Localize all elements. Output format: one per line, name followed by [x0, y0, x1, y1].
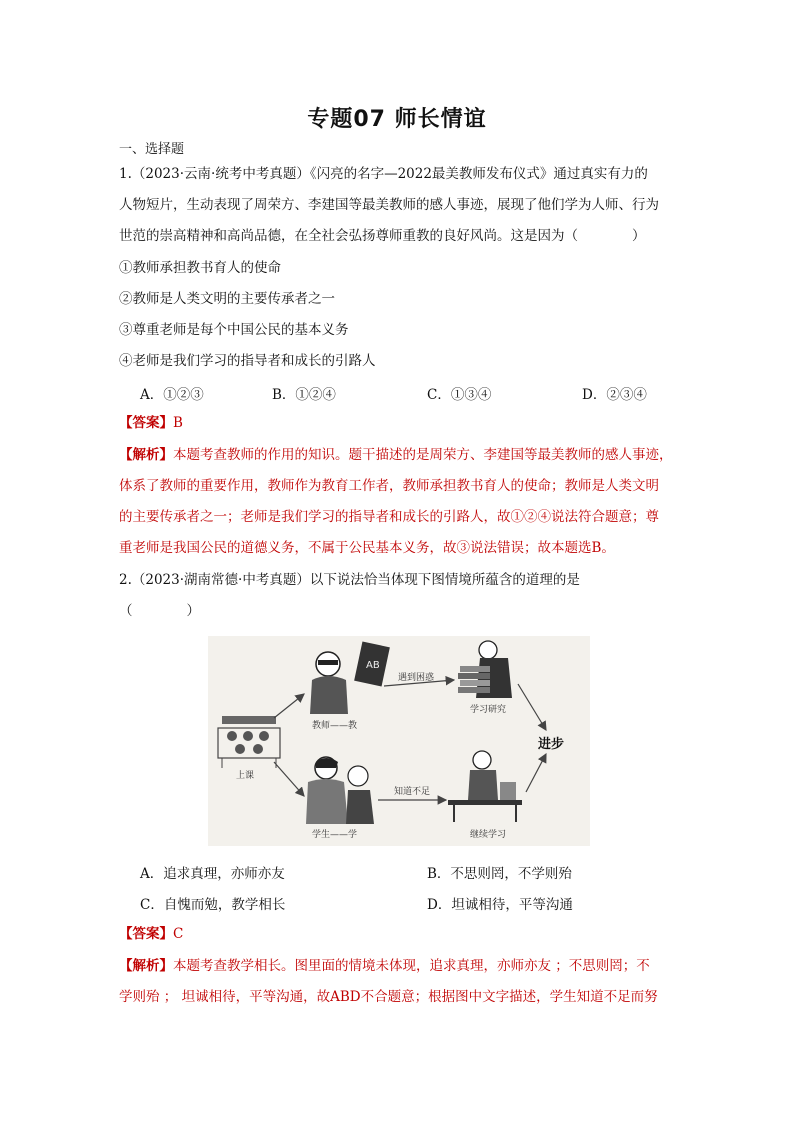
q1-analysis-line-1 — [119, 445, 673, 465]
q1-answer-value: B — [173, 415, 183, 431]
teacher-figure — [310, 642, 390, 714]
q1-statement-3: ③尊重老师是每个中国公民的基本义务 — [119, 322, 349, 338]
label-progress: 进步 — [538, 737, 565, 752]
label-insufficient: 知道不足 — [394, 787, 431, 797]
q2-line-1: 2.（2023·湖南常德·中考真题）以下说法恰当体现下图情境所蕴含的道理的是 — [119, 572, 580, 588]
q2-option-b: B．不思则罔，不学则殆 — [427, 866, 572, 882]
label-problem: 遇到困惑 — [398, 673, 435, 683]
q2-analysis-line-1 — [119, 956, 650, 976]
q1-line-1: 1.（2023·云南·统考中考真题）《闪亮的名字—2022最美教师发布仪式》通过真实有力的 — [119, 166, 648, 182]
q2-answer-tag: 【答案】 — [119, 926, 173, 942]
page-title: 专题07 师长情谊 — [307, 107, 487, 132]
q2-analysis-line-2: 学则殆 ； 坦诚相待，平等沟通，故ABD不合题意；根据图中文字描述，学生知道不足而努 — [119, 989, 658, 1005]
q1-option-b: B．①②④ — [272, 387, 336, 403]
q2-option-a: A．追求真理，亦师亦友 — [140, 866, 285, 882]
q1-answer-tag: 【答案】 — [119, 415, 173, 431]
label-teacher: 教师——教 — [312, 721, 358, 731]
q2-analysis-text-1: 本题考查教学相长。图里面的情境未体现，追求真理，亦师亦友 ；不思则罔；不 — [173, 958, 650, 974]
q2-option-d: D．坦诚相待，平等沟通 — [427, 897, 573, 913]
q1-statement-2: ②教师是人类文明的主要传承者之一 — [119, 291, 335, 307]
label-student: 学生——学 — [312, 830, 358, 840]
q2-answer — [119, 924, 183, 944]
q1-option-c: C．①③④ — [427, 387, 492, 403]
q2-option-c: C．自愧而勉，教学相长 — [140, 897, 286, 913]
research-figure — [458, 641, 512, 698]
q2-answer-value: C — [173, 926, 184, 942]
label-class: 上课 — [236, 771, 255, 781]
q1-analysis-line-2: 体系了教师的重要作用，教师作为教育工作者，教师承担教书育人的使命；教师是人类文明 — [119, 478, 659, 494]
q1-line-2: 人物短片，生动表现了周荣方、李建国等最美教师的感人事迹，展现了他们学为人师、行为 — [119, 197, 659, 213]
student-figure — [306, 757, 374, 824]
q1-analysis-line-4: 重老师是我国公民的道德义务，不属于公民基本义务，故③说法错误；故本题选B。 — [119, 540, 615, 556]
teaching-illustration — [208, 636, 590, 846]
q1-analysis-line-3: 的主要传承者之一；老师是我们学习的指导者和成长的引路人，故①②④说法符合题意；尊 — [119, 509, 659, 525]
q1-statement-4: ④老师是我们学习的指导者和成长的引路人 — [119, 353, 376, 369]
q1-line-3: 世范的崇高精神和高尚品德，在全社会弘扬尊师重教的良好风尚。这是因为（ ） — [119, 228, 646, 244]
q1-statement-1: ①教师承担教书育人的使命 — [119, 260, 281, 276]
q1-analysis-text-1: 本题考查教师的作用的知识。题干描述的是周荣方、李建国等最美教师的感人事迹， — [173, 447, 673, 463]
q2-analysis-tag: 【解析】 — [119, 958, 173, 974]
section-heading: 一、选择题 — [119, 142, 185, 157]
q1-answer — [119, 413, 183, 433]
label-research: 学习研究 — [470, 705, 507, 715]
q1-option-a: A．①②③ — [140, 387, 204, 403]
label-continue: 继续学习 — [470, 830, 507, 840]
q1-analysis-tag: 【解析】 — [119, 447, 173, 463]
illustration-svg — [208, 636, 590, 846]
classroom-scene — [218, 716, 280, 768]
q1-option-d: D．②③④ — [582, 387, 647, 403]
continue-learning-figure — [448, 751, 522, 822]
svg-text:AB: AB — [366, 660, 380, 671]
q2-line-2: （ ） — [119, 603, 200, 619]
